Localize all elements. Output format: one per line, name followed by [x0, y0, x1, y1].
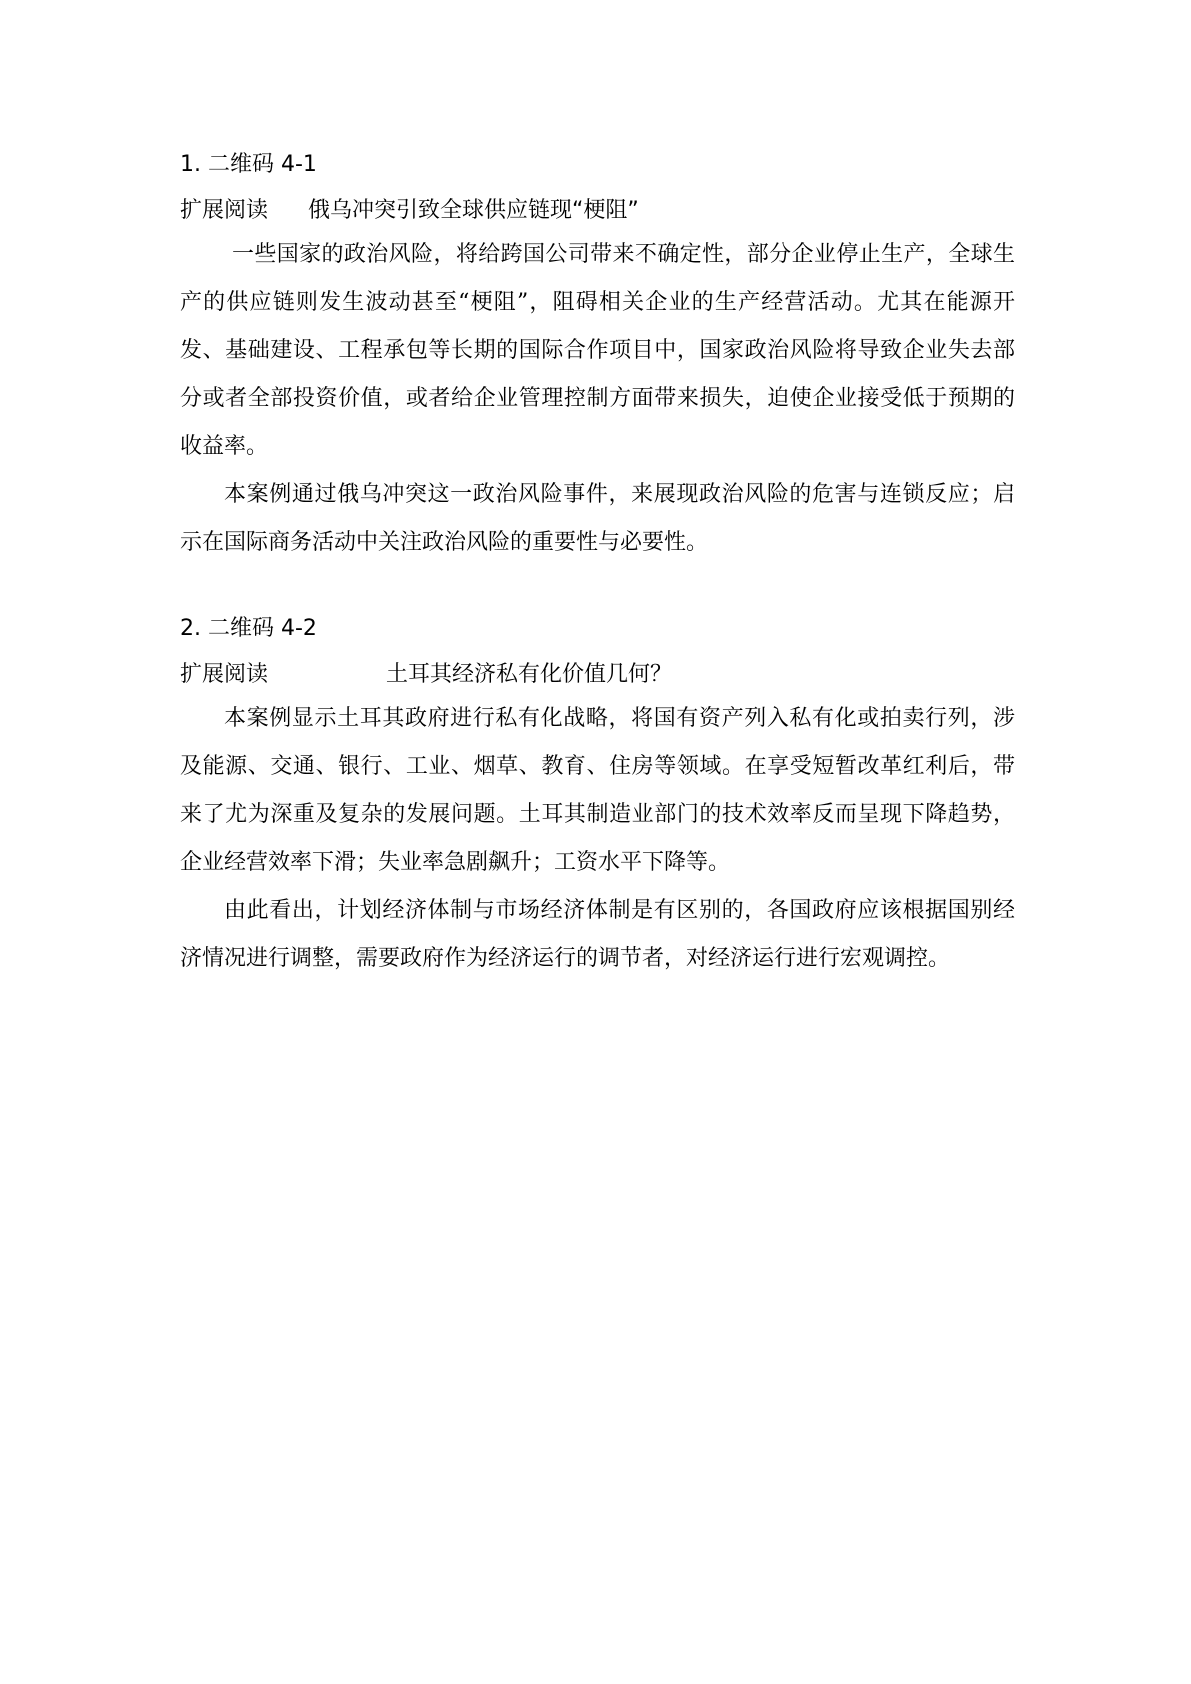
- reading-title: 俄乌冲突引致全球供应链现“梗阻”: [308, 198, 639, 223]
- reading-label: 扩展阅读: [180, 662, 269, 687]
- section-qr-4-1: [180, 153, 1015, 567]
- section-qr-4-2: [180, 617, 1015, 983]
- reading-title-row: [180, 663, 1015, 687]
- body-paragraph: 本案例显示土耳其政府进行私有化战略，将国有资产列入私有化或拍卖行列，涉及能源、交通、银行、工业、烟草、教育、住房等领域。在享受短暂改革红利后，带来了尤为深重及复杂的发展问题。土耳其制造业部门的技术效率反而呈现下降趋势，企业经营效率下滑；失业率急剧飙升；工资水平下降等。: [180, 706, 1015, 875]
- body-paragraph: 本案例通过俄乌冲突这一政治风险事件，来展现政治风险的危害与连锁反应；启示在国际商务活动中关注政治风险的重要性与必要性。: [180, 482, 1015, 555]
- section-heading: 2. 二维码 4-2: [180, 616, 317, 641]
- body-paragraph: 由此看出，计划经济体制与市场经济体制是有区别的，各国政府应该根据国别经济情况进行调整，需要政府作为经济运行的调节者，对经济运行进行宏观调控。: [180, 898, 1015, 971]
- reading-title-row: [180, 199, 1015, 223]
- reading-label: 扩展阅读: [180, 198, 269, 223]
- body-paragraph: 一些国家的政治风险，将给跨国公司带来不确定性，部分企业停止生产，全球生产的供应链则发生波动甚至“梗阻”，阻碍相关企业的生产经营活动。尤其在能源开发、基础建设、工程承包等长期的国际合作项目中，国家政治风险将导致企业失去部分或者全部投资价值，或者给企业管理控制方面带来损失，迫使企业接受低于预期的收益率。: [180, 242, 1015, 459]
- reading-title: 土耳其经济私有化价值几何？: [386, 662, 673, 687]
- section-heading: 1. 二维码 4-1: [180, 152, 317, 177]
- document-content: [180, 153, 1015, 983]
